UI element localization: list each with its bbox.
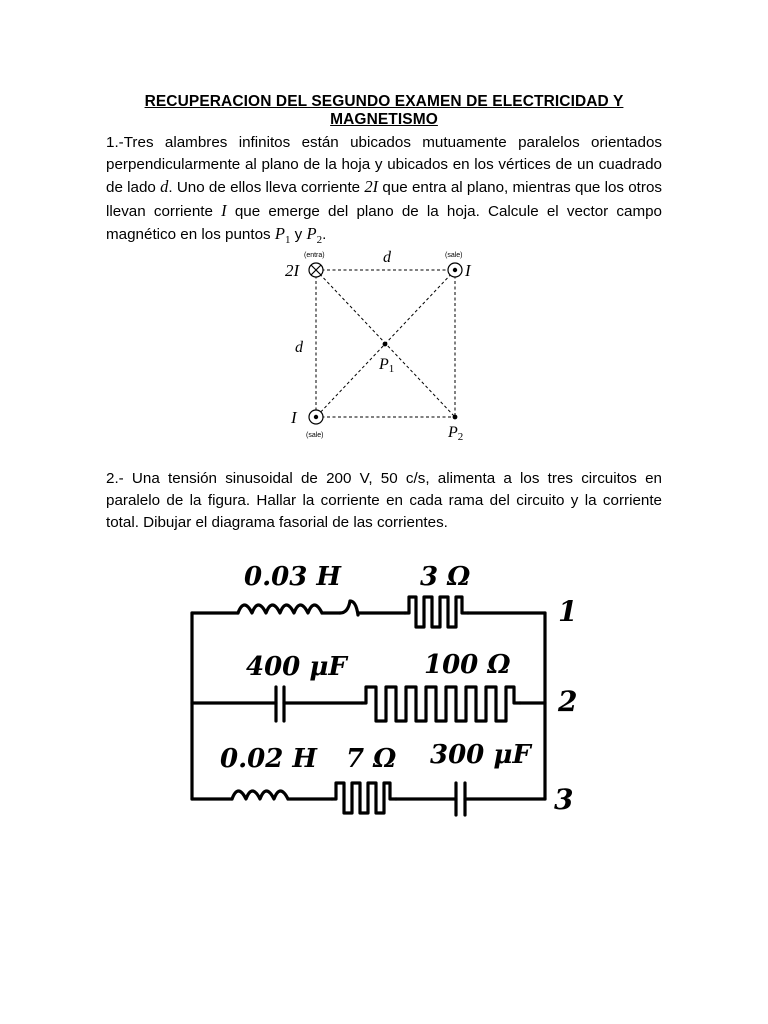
parallel-circuit-figure <box>180 555 580 830</box>
label-sale-bottom: (sale) <box>306 432 324 439</box>
problem-2-text-a: 2.- Una tensión sinusoidal de <box>106 470 327 487</box>
label-P2: P2 <box>448 424 464 443</box>
label-I-bottom: I <box>291 408 297 427</box>
wire-out-of-page-icon <box>309 410 323 424</box>
label-d-top: d <box>383 249 391 266</box>
problem-2-text-b: V, <box>351 470 381 487</box>
problem-1-text-e: y <box>290 225 307 243</box>
var-2I: 2I <box>364 177 379 197</box>
wire-out-of-page-icon <box>448 263 462 277</box>
var-P1: P <box>274 223 285 243</box>
label-d-left: d <box>295 339 303 356</box>
branch-1-number: 1 <box>558 595 578 628</box>
point-p1-marker <box>383 342 388 347</box>
label-P1: P1 <box>379 356 395 375</box>
inductor-icon <box>232 791 288 799</box>
branch-1-wiring <box>192 597 545 627</box>
branch-3-inductor-label: 0.02 H <box>220 744 317 774</box>
problem-1-text-b: . Uno de ellos lleva corriente <box>168 179 365 197</box>
branch-1-inductor-label: 0.03 H <box>244 562 341 592</box>
problem-1-text-a: 1.-Tres alambres infinitos están ubicados mutuamente paralelos orientados perpendicularmente al plano de la hoja y ubicados en los vértices de un cuadrado de lado <box>106 134 662 197</box>
var-P1-sub: 1 <box>284 233 291 246</box>
resistor-icon <box>405 597 468 627</box>
branch-1-resistor-label: 3 Ω <box>420 562 471 592</box>
problem-2-statement <box>106 468 662 535</box>
branch-3-capacitor-label: 300 μF <box>430 740 531 770</box>
label-entra: (entra) <box>304 252 325 259</box>
wire-into-page-icon <box>309 263 323 277</box>
voltage-value: 200 <box>326 470 352 487</box>
problem-2-text-c: c/s, alimenta a los tres circuitos en paralelo de la figura. Hallar la corriente en cada rama del circuito y la corriente total. Dibujar el diagrama fasorial de las corrientes. <box>106 470 662 532</box>
var-d: d <box>160 177 169 197</box>
resistor-icon <box>362 687 520 721</box>
resistor-icon <box>332 783 396 813</box>
branch-3-number: 3 <box>554 783 574 816</box>
point-p2-marker <box>453 415 458 420</box>
var-I: I <box>221 200 227 220</box>
page-title: RECUPERACION DEL SEGUNDO EXAMEN DE ELECTRICIDAD Y MAGNETISMO <box>144 93 624 128</box>
branch-2-capacitor-label: 400 μF <box>246 652 347 682</box>
wires-square-figure <box>280 246 480 446</box>
label-I-top: I <box>465 261 471 280</box>
var-P2: P <box>306 223 317 243</box>
inductor-icon <box>238 605 322 613</box>
var-P2-sub: 2 <box>316 233 323 246</box>
problem-1-text-c: que entra al plano, mientras que los otros llevan corriente <box>106 179 663 220</box>
label-2I: 2I <box>285 261 300 280</box>
problem-1-text-f: . <box>322 225 327 243</box>
problem-1-text-d: que emerge del plano de la hoja. Calcule el vector campo magnético en los puntos <box>106 202 662 243</box>
frequency-value: 50 <box>380 470 398 487</box>
branch-2-wiring <box>192 687 545 721</box>
branch-2-resistor-label: 100 Ω <box>424 650 511 680</box>
problem-1-statement <box>106 132 662 251</box>
label-sale-top: (sale) <box>445 252 463 259</box>
branch-3-wiring <box>192 783 545 815</box>
branch-2-number: 2 <box>558 685 578 718</box>
branch-3-resistor-label: 7 Ω <box>346 744 397 774</box>
